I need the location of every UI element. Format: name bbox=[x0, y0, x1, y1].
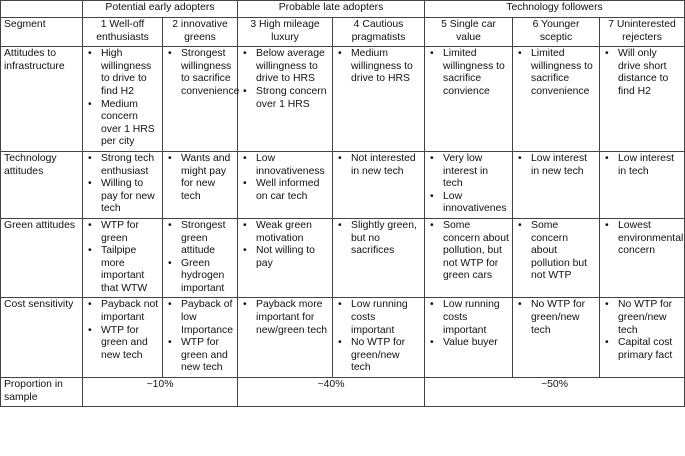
bullet-list bbox=[516, 48, 596, 98]
bullet-item: • Payback more important for new/green tech bbox=[241, 299, 329, 337]
bullet-list bbox=[86, 153, 159, 216]
segment-cell bbox=[238, 298, 333, 378]
segment-cell bbox=[600, 47, 685, 152]
bullet-item: • Weak green motivation bbox=[241, 220, 329, 245]
bullet-list bbox=[86, 48, 159, 149]
bullet-list bbox=[86, 220, 159, 296]
segment-header: 4 Cautious pragmatists bbox=[333, 18, 425, 47]
segment-cell bbox=[333, 298, 425, 378]
bullet-item: • Low innovativenes bbox=[428, 191, 509, 216]
bullet-item: • Medium concern over 1 HRS per city bbox=[86, 99, 159, 149]
segment-cell bbox=[513, 47, 600, 152]
group-header-row bbox=[1, 1, 685, 18]
proportion-late-adopters: ~40% bbox=[238, 378, 425, 407]
bullet-list bbox=[336, 153, 421, 178]
bullet-item: • Low innovativeness bbox=[241, 153, 329, 178]
bullet-list bbox=[336, 299, 421, 375]
segment-cell bbox=[425, 298, 513, 378]
segment-cell bbox=[425, 47, 513, 152]
bullet-item: • Limited willingness to sacrifice convenience bbox=[516, 48, 596, 98]
bullet-list bbox=[428, 299, 509, 349]
bullet-list bbox=[516, 299, 596, 337]
segment-cell bbox=[513, 298, 600, 378]
segment-cell bbox=[600, 151, 685, 218]
bullet-item: • No WTP for green/new tech bbox=[516, 299, 596, 337]
bullet-item: • Low running costs important bbox=[428, 299, 509, 337]
segment-cell bbox=[238, 218, 333, 298]
segment-cell bbox=[333, 151, 425, 218]
bullet-item: • High willingness to drive to find H2 bbox=[86, 48, 159, 98]
segment-cell bbox=[83, 298, 163, 378]
bullet-item: • Green hydrogen important bbox=[166, 258, 234, 296]
bullet-item: • Slightly green, but no sacrifices bbox=[336, 220, 421, 258]
bullet-item: • WTP for green bbox=[86, 220, 159, 245]
bullet-list bbox=[166, 153, 234, 203]
bullet-item: • Low interest in tech bbox=[603, 153, 681, 178]
segment-cell bbox=[425, 151, 513, 218]
bullet-item: • Payback not important bbox=[86, 299, 159, 324]
segment-header: 1 Well-off enthusiasts bbox=[83, 18, 163, 47]
bullet-item: • Not interested in new tech bbox=[336, 153, 421, 178]
row-label: Green attitudes bbox=[1, 218, 83, 298]
bullet-item: • Low running costs important bbox=[336, 299, 421, 337]
segment-cell bbox=[83, 218, 163, 298]
bullet-list bbox=[336, 220, 421, 258]
group-header-late-adopters: Probable late adopters bbox=[238, 1, 425, 18]
bullet-list bbox=[241, 220, 329, 270]
bullet-item: • Value buyer bbox=[428, 337, 509, 350]
segment-header: 6 Younger sceptic bbox=[513, 18, 600, 47]
segment-header: 3 High mileage luxury bbox=[238, 18, 333, 47]
bullet-item: • Strongest willingness to sacrifice convenience bbox=[166, 48, 234, 98]
bullet-list bbox=[603, 153, 681, 178]
segment-cell bbox=[83, 151, 163, 218]
bullet-list bbox=[166, 299, 234, 375]
segment-header: 2 innovative greens bbox=[163, 18, 238, 47]
bullet-item: • Strong tech enthusiast bbox=[86, 153, 159, 178]
segment-cell bbox=[163, 151, 238, 218]
bullet-list bbox=[428, 48, 509, 98]
bullet-item: • Payback of low Importance bbox=[166, 299, 234, 337]
group-header-early-adopters: Potential early adopters bbox=[83, 1, 238, 18]
bullet-item: • Lowest environmental concern bbox=[603, 220, 681, 258]
bullet-item: • Some concern about pollution, but not WTP for green cars bbox=[428, 220, 509, 283]
bullet-item: • Low interest in new tech bbox=[516, 153, 596, 178]
bullet-list bbox=[603, 219, 684, 258]
bullet-list bbox=[428, 153, 509, 216]
bullet-item: • Willing to pay for new tech bbox=[86, 178, 159, 216]
bullet-item: • Limited willingness to sacrifice convience bbox=[428, 48, 509, 98]
table-body bbox=[1, 47, 685, 407]
bullet-list bbox=[336, 48, 421, 86]
infrastructure-row bbox=[1, 47, 685, 152]
bullet-list bbox=[166, 220, 234, 296]
row-label: Attitudes to infrastructure bbox=[1, 47, 83, 152]
segment-header: 5 Single car value bbox=[425, 18, 513, 47]
bullet-list bbox=[241, 48, 329, 111]
row-label: Cost sensitivity bbox=[1, 298, 83, 378]
segment-cell bbox=[238, 47, 333, 152]
segment-cell bbox=[513, 218, 600, 298]
bullet-item: • Capital cost primary fact bbox=[603, 337, 681, 362]
segment-cell bbox=[513, 151, 600, 218]
bullet-item: • No WTP for green/new tech bbox=[603, 299, 681, 337]
segment-cell bbox=[425, 218, 513, 298]
bullet-list bbox=[516, 220, 596, 283]
proportion-tech-followers: ~50% bbox=[425, 378, 685, 407]
segment-cell bbox=[600, 298, 685, 378]
bullet-list bbox=[241, 153, 329, 203]
bullet-item: • Wants and might pay for new tech bbox=[166, 153, 234, 203]
bullet-item: • WTP for green and new tech bbox=[86, 325, 159, 363]
segment-cell bbox=[333, 47, 425, 152]
bullet-item: • Not willing to pay bbox=[241, 245, 329, 270]
bullet-item: • Will only drive short distance to find H2 bbox=[603, 48, 681, 98]
proportion-early-adopters: ~10% bbox=[83, 378, 238, 407]
cost-row bbox=[1, 298, 685, 378]
bullet-list bbox=[428, 220, 509, 283]
proportion-row bbox=[1, 378, 685, 407]
segment-header: 7 Uninterested rejecters bbox=[600, 18, 685, 47]
group-header-tech-followers: Technology followers bbox=[425, 1, 685, 18]
segment-header-row bbox=[1, 18, 685, 47]
bullet-item: • Very low interest in tech bbox=[428, 153, 509, 191]
bullet-list bbox=[86, 299, 159, 362]
segment-cell bbox=[83, 47, 163, 152]
bullet-list bbox=[241, 299, 329, 337]
segment-cell bbox=[600, 218, 685, 298]
segment-label: Segment bbox=[1, 18, 83, 47]
row-label: Technology attitudes bbox=[1, 151, 83, 218]
proportion-label: Proportion in sample bbox=[1, 378, 83, 407]
bullet-list bbox=[603, 48, 681, 98]
technology-row bbox=[1, 151, 685, 218]
bullet-list bbox=[516, 153, 596, 178]
bullet-item: • Strong concern over 1 HRS bbox=[241, 86, 329, 111]
segment-cell bbox=[163, 218, 238, 298]
bullet-list bbox=[166, 48, 240, 98]
green-row bbox=[1, 218, 685, 298]
bullet-item: • Below average willingness to drive to HRS bbox=[241, 48, 329, 86]
bullet-item: • Well informed on car tech bbox=[241, 178, 329, 203]
segment-cell bbox=[333, 218, 425, 298]
segment-cell bbox=[163, 298, 238, 378]
bullet-item: • WTP for green and new tech bbox=[166, 337, 234, 375]
corner-cell bbox=[1, 1, 83, 18]
bullet-item: • Some concern about pollution but not WTP bbox=[516, 220, 596, 283]
bullet-item: • Medium willingness to drive to HRS bbox=[336, 48, 421, 86]
bullet-item: • Tailpipe more important that WTW bbox=[86, 245, 159, 295]
segment-cell bbox=[238, 151, 333, 218]
bullet-list bbox=[603, 299, 681, 362]
segment-cell bbox=[163, 47, 238, 152]
bullet-item: • Strongest green attitude bbox=[166, 220, 234, 258]
bullet-item: • No WTP for green/new tech bbox=[336, 337, 421, 375]
